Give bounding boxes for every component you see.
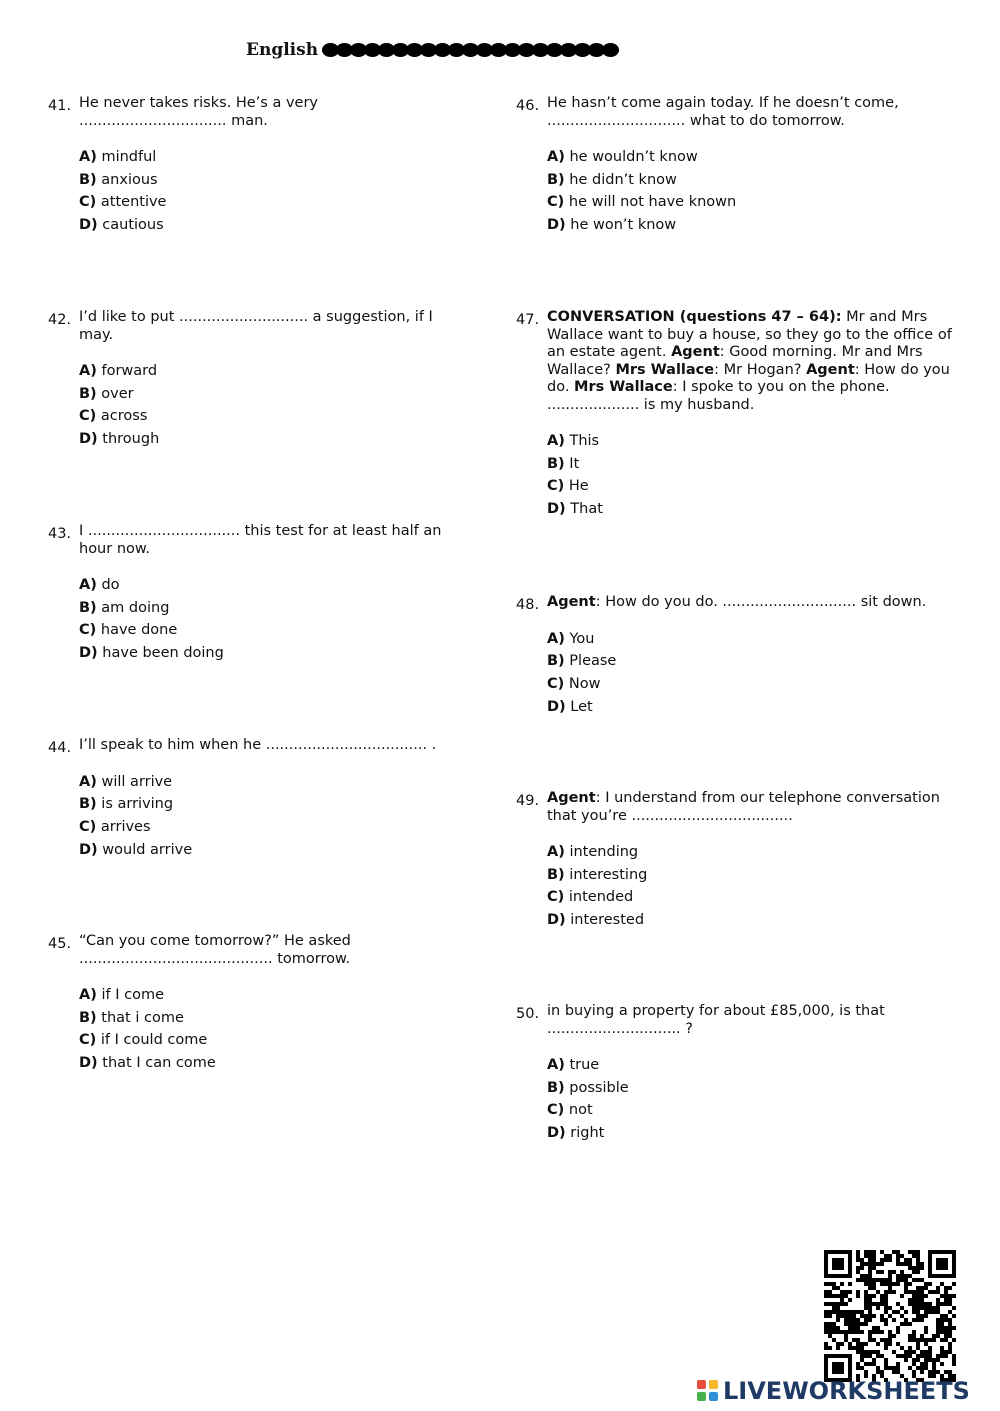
option-letter: A) xyxy=(79,987,97,1003)
answer-option[interactable] xyxy=(547,650,952,673)
option-letter: C) xyxy=(547,889,565,906)
option-letter: C) xyxy=(547,478,565,495)
answer-option[interactable] xyxy=(79,1007,464,1030)
answer-option[interactable] xyxy=(79,839,464,862)
option-letter: B) xyxy=(547,455,565,472)
answer-option[interactable] xyxy=(79,360,464,383)
question-text xyxy=(79,523,464,558)
option-text: That xyxy=(570,501,603,518)
question-text xyxy=(547,1003,952,1038)
option-letter: D) xyxy=(79,431,98,448)
option-text: possible xyxy=(569,1079,629,1096)
option-text: he didn’t know xyxy=(569,171,677,188)
option-text: that i come xyxy=(101,1009,184,1026)
answer-options xyxy=(79,984,464,1075)
logo-mark-square xyxy=(709,1380,718,1389)
option-text: forward xyxy=(101,363,158,379)
option-letter: B) xyxy=(547,653,565,670)
answer-options xyxy=(79,360,464,451)
question-text-segment: : I spoke to you on the phone. .................... is my husband. xyxy=(547,379,890,413)
answer-option[interactable] xyxy=(547,169,952,192)
question-49 xyxy=(516,790,959,932)
option-letter: D) xyxy=(79,645,98,662)
option-letter: D) xyxy=(79,217,98,234)
question-text-segment: : I understand from our telephone conversation that you’re ................................... xyxy=(547,790,940,824)
question-text-segment: I’ll speak to him when he ................................... . xyxy=(79,737,437,753)
answer-option[interactable] xyxy=(547,1077,952,1100)
option-text: You xyxy=(569,630,595,647)
question-text-segment: : How do you do. xyxy=(547,361,950,395)
option-text: across xyxy=(100,408,148,425)
answer-options xyxy=(79,146,464,237)
answer-option[interactable] xyxy=(79,793,464,816)
option-letter: A) xyxy=(547,433,565,449)
answer-options xyxy=(547,146,952,237)
question-text-segment: He never takes risks. He’s a very ................................ man. xyxy=(79,95,319,129)
answer-option[interactable] xyxy=(79,191,464,214)
option-text: mindful xyxy=(101,149,157,165)
option-text: This xyxy=(569,433,600,449)
option-letter: C) xyxy=(79,818,97,835)
worksheet-title: English xyxy=(246,40,319,60)
question-text xyxy=(79,309,464,344)
answer-option[interactable] xyxy=(79,642,464,665)
question-text xyxy=(79,95,464,130)
option-letter: D) xyxy=(79,841,98,858)
answer-option[interactable] xyxy=(79,619,464,642)
answer-option[interactable] xyxy=(79,1029,464,1052)
question-number: 41. xyxy=(48,98,72,114)
option-text: Please xyxy=(569,653,617,670)
question-text-segment: : Mr Hogan? xyxy=(714,361,807,378)
option-letter: A) xyxy=(79,363,97,379)
logo-mark-icon xyxy=(697,1380,719,1402)
answer-option[interactable] xyxy=(547,430,952,453)
answer-option[interactable] xyxy=(547,1054,952,1077)
answer-option[interactable] xyxy=(547,191,952,214)
option-text: through xyxy=(102,431,160,448)
answer-option[interactable] xyxy=(547,1099,952,1122)
logo-mark-square xyxy=(697,1380,706,1389)
question-text-segment: Mr and Mrs Wallace want to buy a house, so they go to the office of an estate agent. xyxy=(547,309,952,360)
option-letter: D) xyxy=(547,501,566,518)
question-text xyxy=(79,737,464,755)
answer-option[interactable] xyxy=(547,673,952,696)
option-letter: C) xyxy=(547,675,565,692)
answer-option[interactable] xyxy=(79,574,464,597)
answer-option[interactable] xyxy=(79,383,464,406)
option-text: cautious xyxy=(102,217,164,234)
answer-option[interactable] xyxy=(79,146,464,169)
question-number: 42. xyxy=(48,312,72,328)
option-letter: C) xyxy=(79,622,97,639)
option-text: would arrive xyxy=(102,841,193,858)
option-text: will arrive xyxy=(101,773,173,790)
option-letter: C) xyxy=(79,1032,97,1049)
answer-option[interactable] xyxy=(547,841,959,864)
answer-option[interactable] xyxy=(79,816,464,839)
option-letter: C) xyxy=(79,408,97,425)
answer-option[interactable] xyxy=(79,214,464,237)
question-number: 43. xyxy=(48,526,72,542)
option-text: not xyxy=(568,1102,593,1119)
answer-option[interactable] xyxy=(79,428,464,451)
question-47 xyxy=(516,309,952,521)
answer-option[interactable] xyxy=(79,169,464,192)
question-text-bold: CONVERSATION (questions 47 – 64): xyxy=(547,309,842,325)
option-text: attentive xyxy=(100,194,167,211)
question-number: 48. xyxy=(516,597,540,613)
option-text: Let xyxy=(570,698,593,715)
worksheet-header xyxy=(246,36,622,64)
option-text: he won’t know xyxy=(570,217,677,234)
question-text-bold: Mrs Wallace xyxy=(615,361,715,378)
option-text: arrives xyxy=(100,818,151,835)
option-letter: A) xyxy=(79,773,97,790)
option-text: interesting xyxy=(569,866,648,883)
option-letter: B) xyxy=(547,1079,565,1096)
question-text-bold: Agent xyxy=(806,361,855,378)
option-letter: B) xyxy=(79,1009,97,1026)
option-text: that I can come xyxy=(102,1055,216,1072)
question-number: 50. xyxy=(516,1006,540,1022)
question-text-segment: “Can you come tomorrow?” He asked .......................................... tomorrow. xyxy=(79,933,351,967)
question-48 xyxy=(516,594,952,718)
option-letter: B) xyxy=(79,599,97,616)
option-letter: C) xyxy=(547,1102,565,1119)
option-letter: C) xyxy=(79,194,97,211)
answer-option[interactable] xyxy=(79,1052,464,1075)
option-letter: B) xyxy=(79,796,97,813)
option-text: have been doing xyxy=(102,645,224,662)
question-text-bold: Agent xyxy=(547,790,596,806)
answer-option[interactable] xyxy=(547,1122,952,1145)
option-letter: B) xyxy=(79,171,97,188)
answer-option[interactable] xyxy=(547,864,959,887)
answer-options xyxy=(79,574,464,665)
option-text: over xyxy=(101,385,134,402)
logo-mark-square xyxy=(709,1392,718,1401)
option-letter: D) xyxy=(547,1125,566,1142)
option-text: if I come xyxy=(101,987,164,1003)
question-text-segment: He hasn’t come again today. If he doesn’t come, .............................. what to do tomorrow. xyxy=(547,95,899,129)
question-text-segment: I’d like to put ............................ a suggestion, if I may. xyxy=(79,309,433,343)
question-text xyxy=(547,95,952,130)
option-text: intended xyxy=(568,889,634,906)
option-letter: A) xyxy=(547,844,565,860)
question-43 xyxy=(48,523,464,665)
option-letter: A) xyxy=(79,577,97,593)
question-text-segment: I ................................. this test for at least half an hour now. xyxy=(79,523,442,557)
option-text: do xyxy=(101,577,120,593)
question-number: 44. xyxy=(48,740,72,756)
qr-code-icon xyxy=(824,1250,956,1382)
question-42 xyxy=(48,309,464,451)
question-46 xyxy=(516,95,952,237)
option-letter: B) xyxy=(547,171,565,188)
answer-option[interactable] xyxy=(547,146,952,169)
option-text: have done xyxy=(100,622,178,639)
option-text: am doing xyxy=(101,599,170,616)
option-text: intending xyxy=(569,844,639,860)
answer-option[interactable] xyxy=(547,696,952,719)
logo-text: LIVEWORKSHEETS xyxy=(723,1377,970,1405)
answer-options xyxy=(547,1054,952,1145)
answer-option[interactable] xyxy=(547,886,959,909)
answer-option[interactable] xyxy=(79,405,464,428)
option-text: he will not have known xyxy=(568,194,737,211)
answer-option[interactable] xyxy=(79,984,464,1007)
option-letter: A) xyxy=(547,149,565,165)
redacted-scribble xyxy=(322,41,622,59)
question-number: 47. xyxy=(516,312,540,328)
question-text xyxy=(547,790,959,825)
answer-option[interactable] xyxy=(79,771,464,794)
liveworksheets-logo xyxy=(697,1377,970,1405)
answer-option[interactable] xyxy=(547,475,952,498)
option-text: He xyxy=(568,478,589,495)
option-letter: B) xyxy=(79,385,97,402)
question-44 xyxy=(48,737,464,861)
answer-options xyxy=(547,430,952,521)
question-text-segment: : How do you do. ............................. sit down. xyxy=(595,594,927,610)
option-text: if I could come xyxy=(100,1032,208,1049)
answer-option[interactable] xyxy=(547,214,952,237)
question-41 xyxy=(48,95,464,237)
option-letter: A) xyxy=(79,149,97,165)
question-text xyxy=(547,309,952,414)
question-text-bold: Mrs Wallace xyxy=(574,379,673,395)
answer-option[interactable] xyxy=(547,498,952,521)
question-50 xyxy=(516,1003,952,1145)
option-text: It xyxy=(569,455,580,472)
answer-options xyxy=(547,628,952,719)
option-letter: C) xyxy=(547,194,565,211)
option-text: anxious xyxy=(101,171,158,188)
option-text: interested xyxy=(570,912,645,929)
question-text-segment: in buying a property for about £85,000, is that ............................. ? xyxy=(547,1003,885,1037)
option-text: is arriving xyxy=(101,796,174,813)
question-text-segment: : Good morning. Mr and Mrs Wallace? xyxy=(547,344,923,378)
answer-options xyxy=(79,771,464,862)
option-text: Now xyxy=(568,675,601,692)
option-text: he wouldn’t know xyxy=(569,149,698,165)
option-text: true xyxy=(569,1057,600,1073)
option-text: right xyxy=(570,1125,605,1142)
question-number: 49. xyxy=(516,793,540,809)
question-text-bold: Agent xyxy=(547,594,596,610)
answer-options xyxy=(547,841,959,932)
option-letter: D) xyxy=(79,1055,98,1072)
answer-option[interactable] xyxy=(79,597,464,620)
answer-option[interactable] xyxy=(547,909,959,932)
option-letter: A) xyxy=(547,1057,565,1073)
option-letter: A) xyxy=(547,630,565,647)
question-text xyxy=(547,594,952,612)
question-number: 46. xyxy=(516,98,540,114)
option-letter: D) xyxy=(547,912,566,929)
logo-mark-square xyxy=(697,1392,706,1401)
option-letter: D) xyxy=(547,698,566,715)
option-letter: B) xyxy=(547,866,565,883)
question-text xyxy=(79,933,464,968)
question-45 xyxy=(48,933,464,1075)
question-number: 45. xyxy=(48,936,72,952)
question-text-bold: Agent xyxy=(671,344,720,360)
answer-option[interactable] xyxy=(547,453,952,476)
option-letter: D) xyxy=(547,217,566,234)
answer-option[interactable] xyxy=(547,628,952,651)
